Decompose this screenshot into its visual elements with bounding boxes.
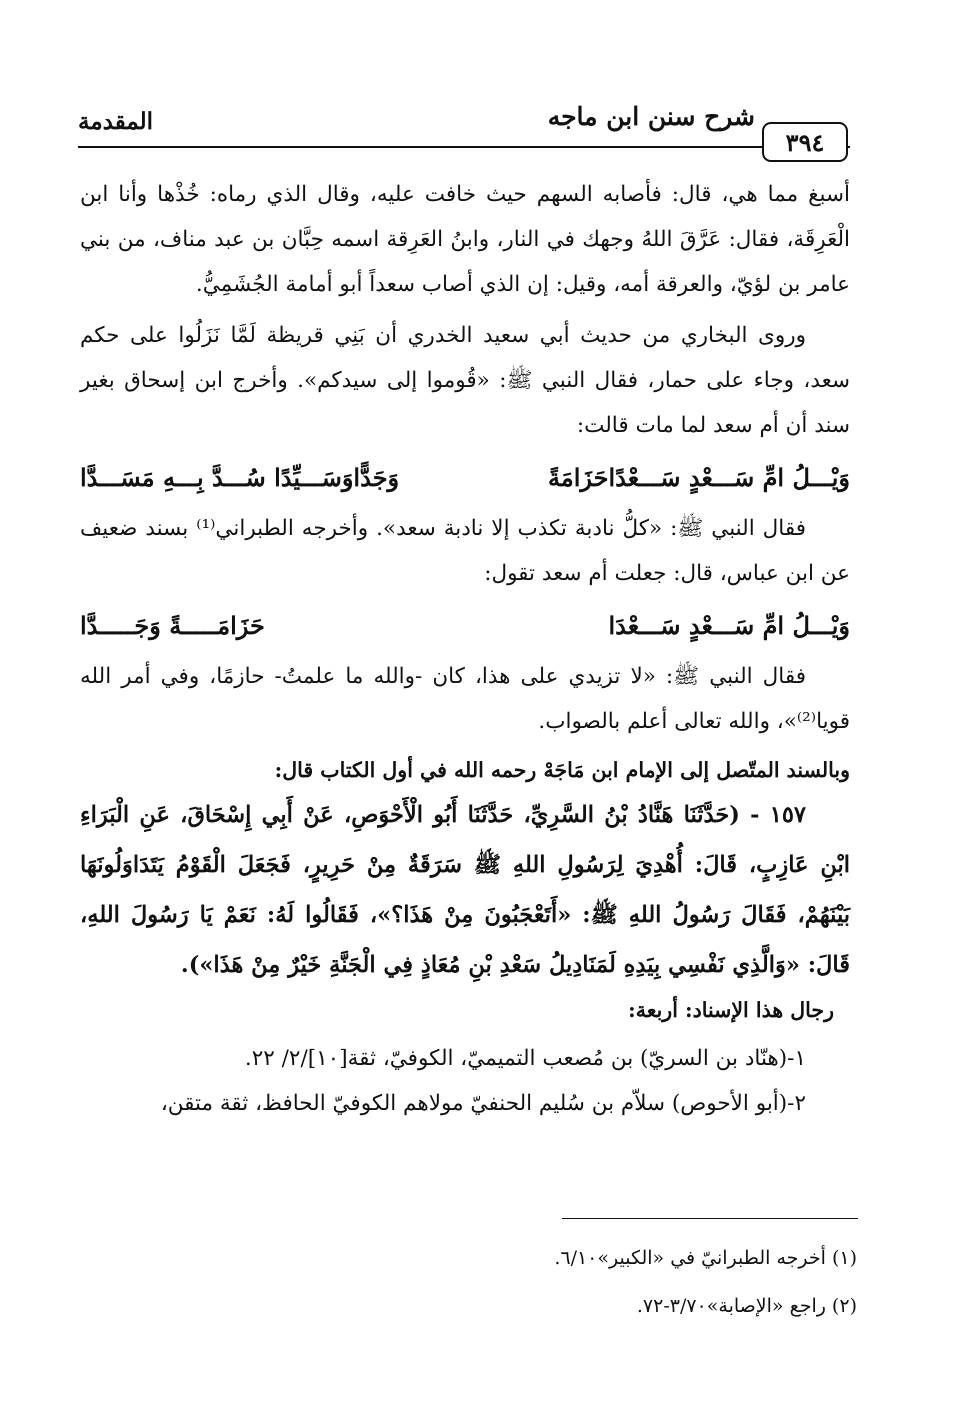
page-body <box>80 172 850 1126</box>
footnote-2: (٢) راجع «الإصابة»٣/٧٠-٧٢. <box>636 1295 857 1317</box>
paragraph-4: فقال النبي ﷺ: «لا تزيدي على هذا، كان -والله ما علمتُ- حازمًا، وفي أمر الله قويا⁽²⁾»، والله تعالى أعلم بالصواب. <box>80 664 850 734</box>
section-title: المقدمة <box>78 108 154 135</box>
paragraph-2: وروى البخاري من حديث أبي سعيد الخدري أن بَنِي قريظة لَمَّا نَزَلُوا على حكم سعد، وجاء على حمار، فقال النبي ﷺ: «قُوموا إلى سيدكم». وأخرج ابن إسحاق بغير سند أن أم سعد لما مات قالت: <box>80 323 850 438</box>
narrators-heading: رجال هذا الإسناد: أربعة: <box>628 998 834 1022</box>
footnote-rule <box>562 1218 858 1219</box>
header-rule <box>78 146 850 148</box>
narrator-2: ٢-(أبو الأحوص) سلاّم بن سُليم الحنفيّ مولاهم الكوفيّ الحافظ، ثقة متقن، <box>160 1091 806 1116</box>
book-title: شرح سنن ابن ماجه <box>547 102 755 131</box>
poem-verse-1 <box>80 456 850 500</box>
verse-2-first-hemistich: وَيْـــلُ امِّ سَـــعْدٍ سَـــعْدَا <box>608 611 850 640</box>
narrator-1: ١-(هنّاد بن السريّ) بن مُصعب التميميّ، الكوفيّ، ثقة[١٠]/٢/ ٢٢. <box>244 1046 806 1071</box>
paragraph-3: فقال النبي ﷺ: «كلُّ نادبة تكذب إلا نادبة سعد». وأخرجه الطبراني⁽¹⁾ بسند ضعيف عن ابن عباس، قال: جعلت أم سعد تقول: <box>80 516 850 586</box>
poem-verse-2 <box>80 604 850 648</box>
page-number: ٣٩٤ <box>785 127 825 157</box>
isnad-heading: وبالسند المتّصل إلى الإمام ابن مَاجَهْ رحمه الله في أول الكتاب قال: <box>274 758 850 782</box>
paragraph-1: أسبغ مما هي، قال: فأصابه السهم حيث خافت عليه، وقال الذي رماه: خُذْها وأنا ابن الْعَرِقَة، فقال: عَرَّقَ اللهُ وجهك في النار، وابنُ العَرِقة اسمه حِبَّان بن عبد مناف، من بني عامر بن لؤيّ، والعرقة أمه، وقيل: إن الذي أصاب سعداً أبو أمامة الجُشَمِيُّ. <box>80 182 850 297</box>
footnote-1: (١) أخرجه الطبرانيّ في «الكبير»٦/١٠. <box>554 1247 857 1269</box>
page-header <box>78 100 850 160</box>
page-number-box <box>762 122 848 162</box>
verse-2-second-hemistich: حَزَامَـــــةً وَجَـــــدَّا <box>80 611 265 640</box>
hadith-text: ١٥٧ - (حَدَّثَنَا هَنَّادُ بْنُ السَّرِيِّ، حَدَّثَنَا أَبُو الْأَحْوَصِ، عَنْ أَبِي إِسْحَاقَ، عَنِ الْبَرَاءِ ابْنِ عَازِبٍ، قَالَ: أُهْدِيَ لِرَسُولِ اللهِ ﷺ سَرَقَةٌ مِنْ حَرِيرٍ، فَجَعَلَ الْقَوْمُ يَتَدَاوَلُونَهَا بَيْنَهُمْ، فَقَالَ رَسُولُ اللهِ ﷺ: «أَتَعْجَبُونَ مِنْ هَذَا؟»، فَقَالُوا لَهُ: نَعَمْ يَا رَسُولَ اللهِ، قَالَ: «وَالَّذِي نَفْسِي بِيَدِهِ لَمَنَادِيلُ سَعْدِ بْنِ مُعَاذٍ فِي الْجَنَّةِ خَيْرٌ مِنْ هَذَا»). <box>80 802 850 978</box>
verse-1-first-hemistich: وَيْـــلُ امِّ سَـــعْدٍ سَـــعْدًاحَزَامَةً <box>547 463 850 492</box>
verse-1-second-hemistich: وَجَدًّاوَسَـــيِّدًا سُـــدَّ بِـــهِ مَسَـــدَّا <box>80 463 400 492</box>
footnotes <box>257 1234 857 1330</box>
